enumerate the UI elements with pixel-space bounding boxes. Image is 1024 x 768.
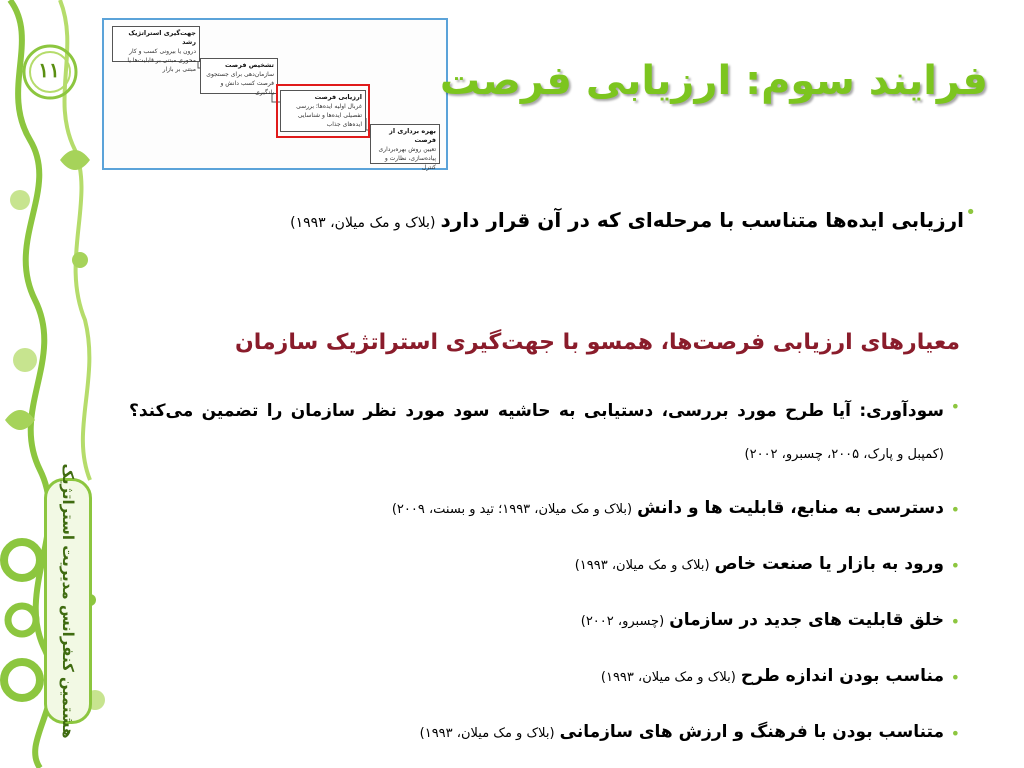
flow-box-opportunity-evaluation: ارزیابی فرصت غربال اولیه ایده‌ها؛ بررسی تفصیلی ایده‌ها و شناسایی ایده‌های جذاب xyxy=(280,90,366,132)
criterion-item: متناسب بودن با فرهنگ و ارزش های سازمانی (بلاک و مک میلان، ۱۹۹۳) xyxy=(419,722,944,742)
criterion-item: سودآوری: آیا طرح مورد بررسی، دستیابی به حاشیه سود مورد نظر سازمان را تضمین می‌کند؟ (کمپبل و پارک، ۲۰۰۵، چسبرو، ۲۰۰۲) xyxy=(129,401,944,462)
intro-citation: (بلاک و مک میلان، ۱۹۹۳) xyxy=(290,215,436,231)
criterion-item: مناسب بودن اندازه طرح (بلاک و مک میلان، ۱۹۹۳) xyxy=(600,666,944,686)
criterion-item: خلق قابلیت های جدید در سازمان (چسبرو، ۲۰۰۲) xyxy=(580,610,944,630)
criterion-item: دسترسی به منابع، قابلیت ها و دانش (بلاک و مک میلان، ۱۹۹۳؛ تید و بسنت، ۲۰۰۹) xyxy=(391,498,944,518)
bullet-icon: • xyxy=(950,668,960,687)
bullet-icon: • xyxy=(950,724,960,743)
intro-main-text: ارزیابی ایده‌ها متناسب با مرحله‌ای که در آن قرار دارد xyxy=(440,208,964,232)
flow-box-growth-orientation: جهت‌گیری استراتژیک رشد درون یا بیرونی کسب و کار محوری مبتنی بر قابلیت‌ها یا مبتنی بر بازار xyxy=(112,26,200,62)
flow-box-opportunity-exploitation: بهره برداری از فرصت تعیین روش بهره‌برداری پیاده‌سازی، نظارت و کنترل xyxy=(370,124,440,164)
bullet-icon: • xyxy=(965,202,976,223)
page-title: فرایند سوم: ارزیابی فرصت xyxy=(439,58,988,104)
conference-banner-text: هشتمین کنفرانس مدیریت استراتژیک xyxy=(59,463,77,739)
left-decoration xyxy=(0,0,110,768)
bullet-icon: • xyxy=(950,556,960,575)
criteria-heading: معیارهای ارزیابی فرصت‌ها، همسو با جهت‌گیری استراتژیک سازمان xyxy=(235,330,960,355)
conference-banner xyxy=(44,463,92,739)
slide-number: ۱۱ xyxy=(38,58,60,82)
criterion-item: ورود به بازار یا صنعت خاص (بلاک و مک میلان، ۱۹۹۳) xyxy=(574,554,944,574)
intro-text xyxy=(134,196,964,247)
bullet-icon: • xyxy=(950,500,960,519)
process-flow-diagram xyxy=(102,18,448,170)
current-step-highlight xyxy=(276,84,370,138)
flow-box-opportunity-recognition: تشخیص فرصت سازمان‌دهی برای جستجوی فرصت کسب دانش و یادگیری xyxy=(200,58,278,94)
bullet-icon: • xyxy=(950,612,960,631)
bullet-icon: • xyxy=(950,397,960,416)
